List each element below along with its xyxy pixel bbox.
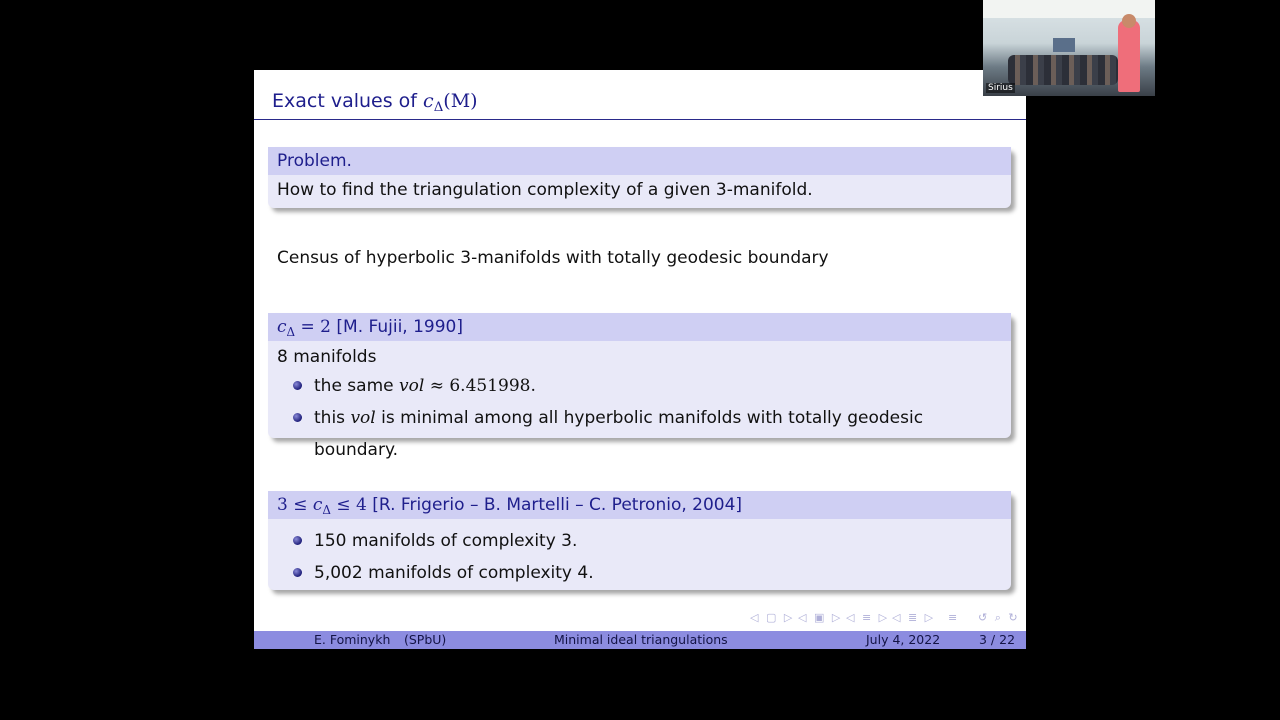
problem-body-text: How to find the triangulation complexity of a given 3-manifold. <box>277 180 813 200</box>
fujii-ref: [M. Fujii, 1990] <box>336 317 464 337</box>
fujii-body <box>268 341 1011 460</box>
fmp-ref: [R. Frigerio – B. Martelli – C. Petronio, 2004] <box>372 495 743 515</box>
frame-title-label: Exact values of <box>272 90 417 112</box>
bullet-icon <box>293 536 302 545</box>
footer-author: E. Fominykh <box>314 632 391 647</box>
footer-affiliation: (SPbU) <box>404 632 447 647</box>
problem-body <box>268 175 1011 203</box>
nav-document-icon[interactable]: ◁ ≣ ▷ <box>892 611 936 624</box>
frame-title <box>254 70 1026 120</box>
fujii-intro: 8 manifolds <box>277 347 377 367</box>
problem-title: Problem. <box>268 147 1011 175</box>
census-text: Census of hyperbolic 3-manifolds with totally geodesic boundary <box>277 248 829 268</box>
problem-block <box>268 147 1011 208</box>
item-text: manifolds of complexity 4. <box>368 563 594 583</box>
frame-title-text <box>272 90 478 115</box>
webcam-screen <box>1053 38 1075 52</box>
item-text: manifolds of complexity 3. <box>351 531 578 551</box>
fmp-block <box>268 491 1011 590</box>
fmp-math-pre: 3 ≤ <box>277 495 308 515</box>
footer-title: Minimal ideal triangulations <box>554 632 728 647</box>
fujii-math-c: c <box>277 317 287 337</box>
footline <box>254 631 1026 649</box>
item-math: vol <box>350 408 376 428</box>
webcam-speaker <box>1118 20 1140 92</box>
nav-subsection-icon[interactable]: ◁ ▣ ▷ <box>798 611 843 624</box>
webcam-label: Sirius <box>988 83 1013 93</box>
list-item <box>268 402 1011 460</box>
item-pre: this <box>314 408 346 428</box>
fmp-math-post: ≤ 4 <box>336 495 367 515</box>
bullet-icon <box>293 568 302 577</box>
slide <box>254 70 1026 649</box>
footer-page: 3 / 22 <box>979 632 1016 647</box>
webcam-video <box>983 0 1155 96</box>
list-item <box>268 525 1011 557</box>
webcam-speaker-head <box>1122 14 1136 28</box>
nav-appendix-icon[interactable]: ≡ <box>948 611 960 624</box>
frame-title-math: $c_\Delta(M)$ <box>423 90 478 115</box>
bullet-icon <box>293 413 302 422</box>
list-item <box>268 557 1011 589</box>
item-math: vol <box>399 376 425 396</box>
nav-search-icon[interactable]: ↺ ⌕ ↻ <box>978 611 1020 624</box>
item-post: is minimal among all hyperbolic manifolds with totally geodesic boundary. <box>314 408 924 460</box>
nav-section-icon[interactable]: ◁ ≡ ▷ <box>846 611 890 624</box>
fmp-title <box>268 491 1011 519</box>
fmp-math-sub: Δ <box>322 503 331 517</box>
item-number: 150 <box>314 531 347 551</box>
fmp-body <box>268 519 1011 589</box>
footer-date: July 4, 2022 <box>866 632 941 647</box>
item-post: ≈ 6.451998. <box>429 376 536 396</box>
webcam-audience <box>1008 55 1118 85</box>
fmp-math-c: c <box>312 495 323 515</box>
fujii-block <box>268 313 1011 460</box>
item-number: 5,002 <box>314 563 363 583</box>
nav-frame-icon[interactable]: ◁ ▢ ▷ <box>750 611 795 624</box>
bullet-icon <box>293 381 302 390</box>
fujii-math-sub: Δ <box>286 325 296 339</box>
fujii-title <box>268 313 1011 341</box>
fujii-math-eq: = 2 <box>300 317 331 337</box>
list-item <box>268 370 1011 402</box>
item-pre: the same <box>314 376 394 396</box>
